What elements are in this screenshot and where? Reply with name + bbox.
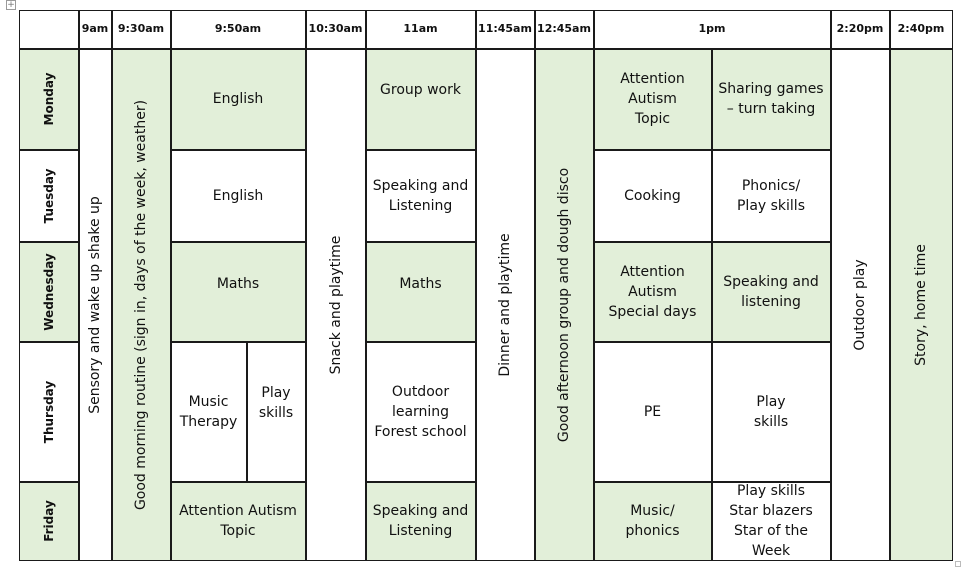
- time-header: 9:50am: [171, 10, 306, 49]
- time-header: 2:40pm: [890, 10, 953, 49]
- time-header: 9:30am: [112, 10, 171, 49]
- day-label-monday: Monday: [19, 49, 79, 150]
- lesson-cell: Phonics/ Play skills: [712, 150, 831, 242]
- day-label-wednesday: Wednesday: [19, 242, 79, 342]
- lesson-cell: Cooking: [594, 150, 712, 242]
- time-header: 1pm: [594, 10, 831, 49]
- all-week-outdoor-play: Outdoor play: [831, 49, 890, 561]
- lesson-cell: Maths: [171, 242, 306, 342]
- time-header: 11:45am: [476, 10, 535, 49]
- time-header: 12:45am: [535, 10, 594, 49]
- day-label-tuesday: Tuesday: [19, 150, 79, 242]
- lesson-cell: English: [171, 150, 306, 242]
- lesson-cell: Attention Autism Topic: [171, 482, 306, 561]
- time-header: 2:20pm: [831, 10, 890, 49]
- day-label-friday: Friday: [19, 482, 79, 561]
- lesson-cell: Group work: [366, 49, 476, 150]
- lesson-cell: Outdoor learning Forest school: [366, 342, 476, 482]
- lesson-cell: PE: [594, 342, 712, 482]
- all-week-snack: Snack and playtime: [306, 49, 366, 561]
- lesson-cell: English: [171, 49, 306, 150]
- time-header: 10:30am: [306, 10, 366, 49]
- lesson-cell: Speaking and Listening: [366, 482, 476, 561]
- all-week-sensory: Sensory and wake up shake up: [79, 49, 112, 561]
- lesson-cell: Attention Autism Topic: [594, 49, 712, 150]
- lesson-cell: Play skills Star blazers Star of the Week: [712, 482, 831, 561]
- lesson-cell: Music Therapy: [171, 342, 247, 482]
- all-week-story: Story, home time: [890, 49, 953, 561]
- lesson-cell: Play skills: [712, 342, 831, 482]
- lesson-cell: Attention Autism Special days: [594, 242, 712, 342]
- lesson-cell: Music/ phonics: [594, 482, 712, 561]
- time-header: 9am: [79, 10, 112, 49]
- table-move-handle-icon[interactable]: +: [7, 0, 15, 10]
- table-resize-handle-icon[interactable]: [955, 561, 961, 567]
- all-week-morning-routine: Good morning routine (sign in, days of the week, weather): [112, 49, 171, 561]
- lesson-cell: Play skills: [247, 342, 306, 482]
- lesson-cell: Speaking and Listening: [366, 150, 476, 242]
- all-week-dinner: Dinner and playtime: [476, 49, 535, 561]
- lesson-cell: Sharing games – turn taking: [712, 49, 831, 150]
- lesson-cell: Maths: [366, 242, 476, 342]
- corner-cell: [19, 10, 79, 49]
- day-label-thursday: Thursday: [19, 342, 79, 482]
- time-header: 11am: [366, 10, 476, 49]
- all-week-afternoon-group: Good afternoon group and dough disco: [535, 49, 594, 561]
- lesson-cell: Speaking and listening: [712, 242, 831, 342]
